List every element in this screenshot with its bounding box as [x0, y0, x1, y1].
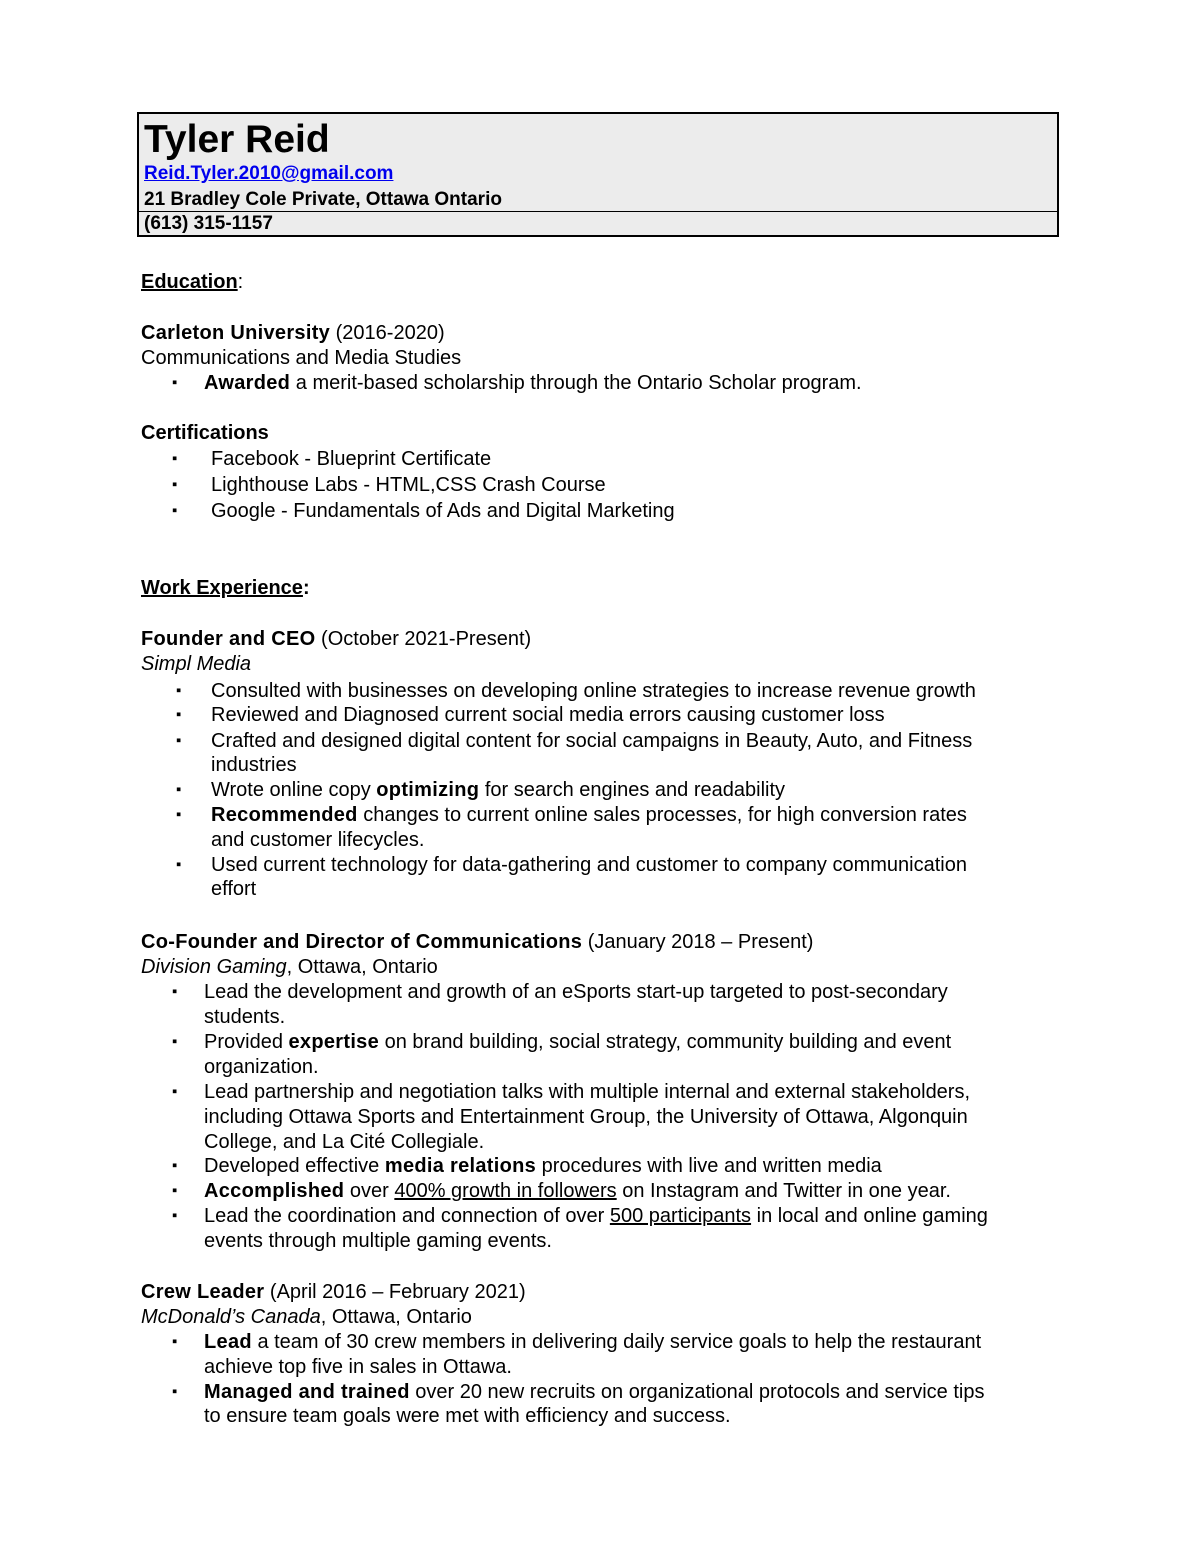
job-title: Crew Leader	[141, 1281, 265, 1303]
bullet-icon: ▪	[176, 856, 182, 873]
phone-number: (613) 315-1157	[144, 213, 273, 234]
job-bullet: Wrote online copy optimizing for search engines and readability	[211, 779, 786, 801]
job-title: Founder and CEO	[141, 628, 316, 650]
job-bullet: Managed and trained over 20 new recruits on organizational protocols and service tips	[204, 1381, 985, 1403]
bullet-icon: ▪	[172, 1182, 178, 1199]
job-bullet-continued: students.	[204, 1006, 286, 1028]
job-bullet: Provided expertise on brand building, social strategy, community building and event	[204, 1031, 952, 1053]
work-heading: Work Experience:	[141, 577, 310, 599]
education-bullet: Awarded a merit-based scholarship through the Ontario Scholar program.	[204, 372, 862, 394]
education-school	[141, 321, 445, 345]
education-program: Communications and Media Studies	[141, 347, 462, 369]
job-bullet: Developed effective media relations procedures with live and written media	[204, 1155, 882, 1177]
certification-item: Lighthouse Labs - HTML,CSS Crash Course	[211, 474, 606, 496]
job-title-line	[141, 1280, 526, 1304]
bullet-icon: ▪	[172, 450, 178, 467]
bullet-icon: ▪	[172, 502, 178, 519]
education-heading: Education:	[141, 271, 244, 293]
job-dates: (January 2018 – Present)	[582, 931, 814, 953]
company-name: Simpl Media	[141, 653, 252, 675]
job-bullet: Reviewed and Diagnosed current social media errors causing customer loss	[211, 704, 885, 726]
bullet-icon: ▪	[172, 1207, 178, 1224]
job-bullet-continued: to ensure team goals were met with efficiency and success.	[204, 1405, 731, 1427]
job-dates: (October 2021-Present)	[315, 628, 532, 650]
bullet-icon: ▪	[172, 1157, 178, 1174]
bullet-icon: ▪	[176, 781, 182, 798]
address: 21 Bradley Cole Private, Ottawa Ontario	[144, 189, 502, 210]
bullet-icon: ▪	[172, 1083, 178, 1100]
email-link[interactable]: Reid.Tyler.2010@gmail.com	[144, 163, 394, 184]
bullet-icon: ▪	[176, 732, 182, 749]
job-company-line	[141, 652, 251, 676]
job-bullet: Used current technology for data-gathering and customer to company communication	[211, 854, 967, 876]
job-title-line	[141, 627, 531, 651]
job-bullet: Crafted and designed digital content for social campaigns in Beauty, Auto, and Fitness	[211, 730, 973, 752]
job-bullet: Recommended changes to current online sales processes, for high conversion rates	[211, 804, 967, 826]
job-bullet: Lead the coordination and connection of over 500 participants in local and online gaming	[204, 1205, 988, 1227]
bullet-icon: ▪	[172, 983, 178, 1000]
school-years: (2016-2020)	[330, 322, 445, 344]
bullet-icon: ▪	[172, 476, 178, 493]
job-bullet-continued: effort	[211, 878, 257, 900]
job-bullet: Lead partnership and negotiation talks with multiple internal and external stakeholders,	[204, 1081, 971, 1103]
job-bullet: Lead the development and growth of an eSports start-up targeted to post-secondary	[204, 981, 948, 1003]
job-bullet: Consulted with businesses on developing online strategies to increase revenue growth	[211, 680, 976, 702]
job-title: Co-Founder and Director of Communications	[141, 931, 583, 953]
bullet-icon: ▪	[176, 706, 182, 723]
job-bullet-continued: including Ottawa Sports and Entertainment Group, the University of Ottawa, Algonquin	[204, 1106, 968, 1128]
bullet-icon: ▪	[176, 682, 182, 699]
candidate-name: Tyler Reid	[144, 118, 330, 161]
job-bullet-continued: industries	[211, 754, 297, 776]
bullet-icon: ▪	[172, 1033, 178, 1050]
job-bullet-continued: events through multiple gaming events.	[204, 1230, 552, 1252]
job-dates: (April 2016 – February 2021)	[264, 1281, 526, 1303]
bullet-icon: ▪	[176, 806, 182, 823]
school-name: Carleton University	[141, 322, 331, 344]
job-bullet: Accomplished over 400% growth in followers on Instagram and Twitter in one year.	[204, 1180, 951, 1202]
certification-item: Google - Fundamentals of Ads and Digital Marketing	[211, 500, 675, 522]
job-bullet-continued: achieve top five in sales in Ottawa.	[204, 1356, 512, 1378]
divider	[139, 211, 1057, 212]
job-bullet-continued: College, and La Cité Collegiale.	[204, 1131, 485, 1153]
certification-item: Facebook - Blueprint Certificate	[211, 448, 492, 470]
company-name: McDonald’s Canada	[141, 1306, 321, 1328]
job-company-line: Division Gaming, Ottawa, Ontario	[141, 956, 438, 978]
contact-header	[137, 112, 1059, 237]
job-title-line	[141, 930, 813, 954]
certifications-heading: Certifications	[141, 422, 269, 444]
bullet-icon: ▪	[172, 1333, 178, 1350]
job-bullet-continued: organization.	[204, 1056, 319, 1078]
bullet-icon: ▪	[172, 374, 178, 391]
job-bullet: Lead a team of 30 crew members in delivering daily service goals to help the restaurant	[204, 1331, 982, 1353]
job-company-line: McDonald’s Canada, Ottawa, Ontario	[141, 1306, 472, 1328]
job-bullet-continued: and customer lifecycles.	[211, 829, 425, 851]
company-name: Division Gaming	[141, 956, 287, 978]
bullet-icon: ▪	[172, 1383, 178, 1400]
